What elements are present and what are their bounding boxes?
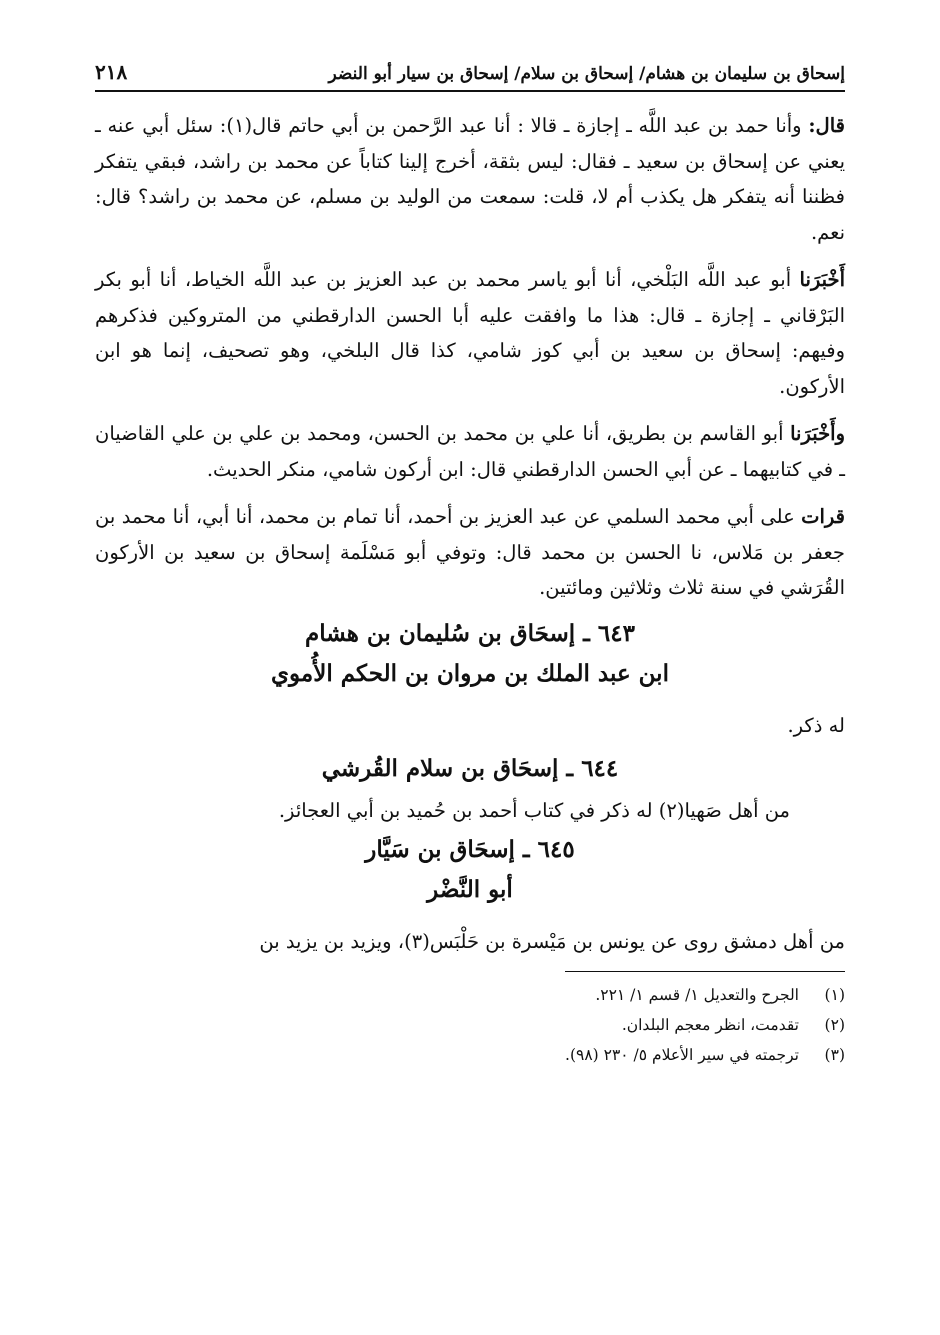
book-page bbox=[95, 60, 845, 1070]
paragraph bbox=[95, 416, 845, 487]
paragraph bbox=[95, 262, 845, 404]
footnote bbox=[95, 1010, 845, 1040]
footnote-number: (١) bbox=[824, 985, 845, 1004]
paragraph-text: أبو القاسم بن بطريق، أنا علي بن محمد بن الحسن، ومحمد بن علي بن علي القاضيان ـ في كتابيهما ـ عن أبي الحسن الدارقطني قال: ابن أركون شامي، منكر الحديث. bbox=[95, 422, 845, 481]
paragraph-text: على أبي محمد السلمي عن عبد العزيز بن أحمد، أنا تمام بن محمد، أنا أبي، أنا محمد بن جعفر بن مَلاس، نا الحسن بن محمد قال: وتوفي أبو مَسْلَمة إسحاق بن سعيد بن الأركون القُرَشي في سنة ثلاث وثلاثين ومائتين. bbox=[95, 505, 845, 599]
running-header bbox=[95, 60, 845, 92]
entry-text: له ذكر. bbox=[787, 713, 845, 737]
paragraph-lead: وأَخْبَرَنا bbox=[790, 422, 845, 445]
footnotes bbox=[95, 980, 845, 1070]
footnote bbox=[95, 980, 845, 1010]
paragraph bbox=[95, 499, 845, 606]
footnote bbox=[95, 1040, 845, 1070]
entry-title: ٦٤٣ ـ إسحَاق بن سُليمان بن هشام bbox=[305, 619, 635, 647]
paragraph-lead: قرات bbox=[801, 505, 845, 528]
entry-title: ٦٤٤ ـ إسحَاق بن سلام القُرشي bbox=[321, 754, 619, 782]
entry-subtitle: ابن عبد الملك بن مروان بن الحكم الأُموي bbox=[271, 659, 669, 687]
running-title: إسحاق بن سليمان بن هشام/ إسحاق بن سلام/ إسحاق بن سيار أبو النضر bbox=[328, 64, 845, 84]
footnote-number: (٣) bbox=[824, 1045, 845, 1064]
entry-title: ٦٤٥ ـ إسحَاق بن سَيَّار bbox=[365, 835, 575, 863]
paragraph-text: أبو عبد اللَّه البَلْخي، أنا أبو ياسر محمد بن عبد العزيز بن عبد اللَّه الخياط، أنا أبو بكر البَرْقاني ـ إجازة ـ قال: هذا ما وافقت عليه أبا الحسن الدارقطني من المتروكين فذكرهم وفيهم: إسحاق بن سعيد بن أبي كوز شامي، كذا قال البلخي، وهو تصحيف، إنما هو ابن الأركون. bbox=[95, 268, 845, 398]
footnote-text: ترجمته في سير الأعلام ٥/ ٢٣٠ (٩٨). bbox=[565, 1045, 799, 1064]
footnote-text: الجرح والتعديل ١/ قسم ١/ ٢٢١. bbox=[595, 985, 799, 1004]
entry-subtitle: أبو النَّضْر bbox=[427, 875, 513, 903]
paragraph-lead: أَخْبَرَنا bbox=[799, 268, 845, 291]
paragraph bbox=[95, 108, 845, 250]
entry-text: من أهل صَهيا(٢) له ذكر في كتاب أحمد بن حُميد بن أبي العجائز. bbox=[278, 798, 790, 822]
footnote-number: (٢) bbox=[824, 1015, 845, 1034]
paragraph-lead: قال: bbox=[808, 114, 845, 137]
paragraph-text: وأنا حمد بن عبد اللَّه ـ إجازة ـ قالا : أنا عبد الرَّحمن بن أبي حاتم قال(١): سئل أبي عنه ـ يعني عن إسحاق بن سعيد ـ فقال: ليس بثقة، أخرج إلينا كتاباً عن محمد بن راشد، فبقي يتفكر فظننا أنه يتفكر هل يكذب أم لا، قلت: سمعت من الوليد بن مسلم، عن محمد بن راشد؟ قال: نعم. bbox=[95, 114, 845, 244]
entry-text: من أهل دمشق روى عن يونس بن مَيْسرة بن حَلْبَس(٣)، ويزيد بن يزيد بن bbox=[259, 929, 845, 953]
footnote-divider bbox=[565, 971, 845, 972]
footnote-text: تقدمت، انظر معجم البلدان. bbox=[621, 1015, 799, 1034]
page-number: ٢١٨ bbox=[95, 60, 128, 84]
